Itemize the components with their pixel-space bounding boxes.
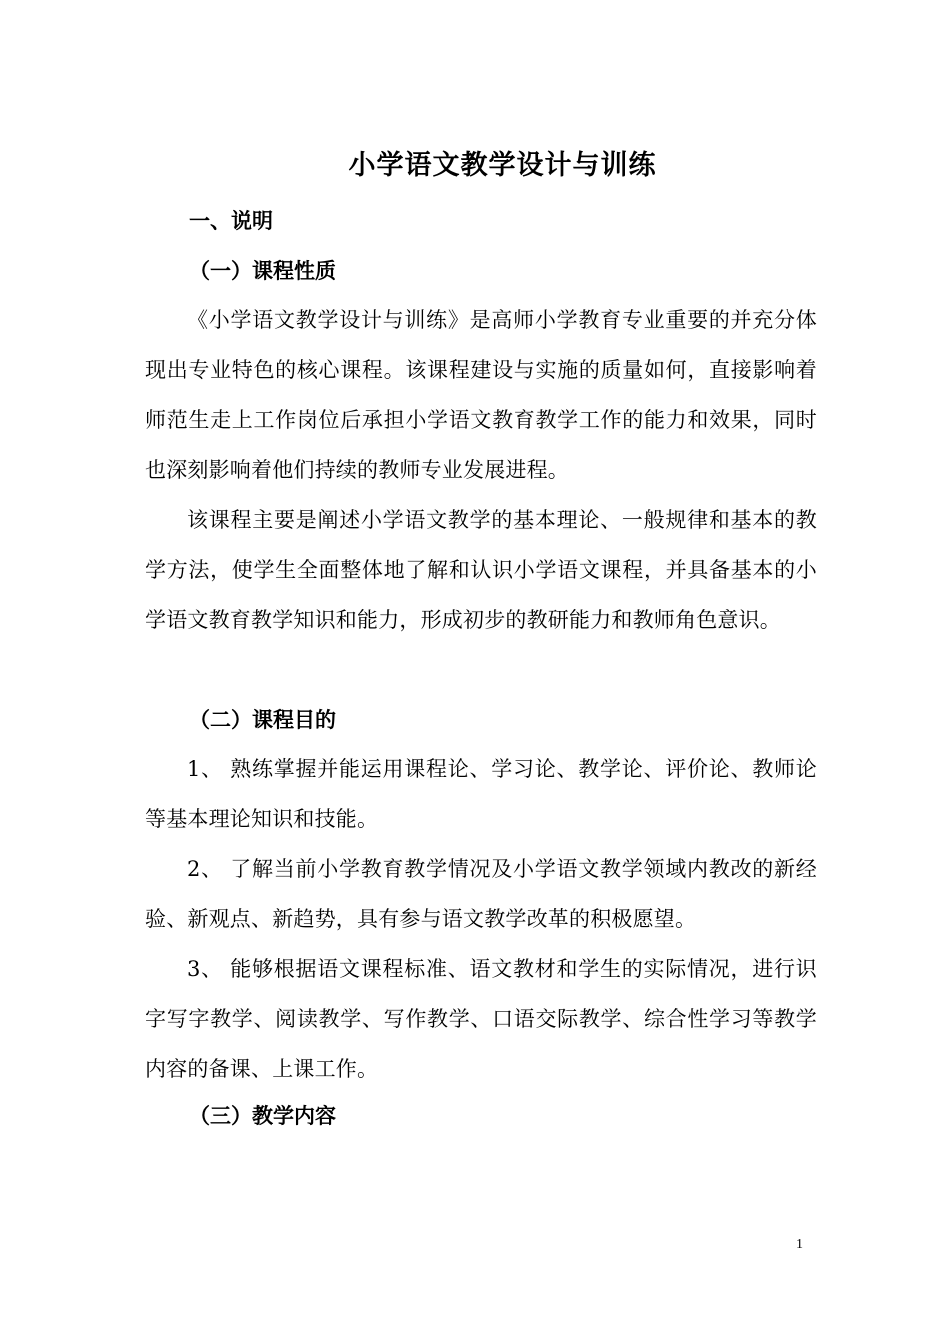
document-title: 小学语文教学设计与训练 (348, 150, 657, 181)
subsection-heading-teaching-content: （三）教学内容 (189, 1103, 336, 1128)
paragraph-course-nature-1: 《小学语文教学设计与训练》是高师小学教育专业重要的并充分体现出专业特色的核心课程。该课程建设与实施的质量如何，直接影响着师范生走上工作岗位后承担小学语文教育教学工作的能力和效果，同时也深刻影响着他们持续的教师专业发展进程。 (145, 308, 817, 482)
list-item-purpose-1: 1、 熟练掌握并能运用课程论、学习论、教学论、评价论、教师论等基本理论知识和技能。 (145, 757, 817, 831)
list-item-purpose-3: 3、 能够根据语文课程标准、语文教材和学生的实际情况，进行识字写字教学、阅读教学、写作教学、口语交际教学、综合性学习等教学内容的备课、上课工作。 (145, 957, 817, 1081)
subsection-heading-course-purpose: （二）课程目的 (189, 707, 336, 732)
section-heading-explanation: 一、说明 (189, 208, 273, 233)
list-item-purpose-2: 2、 了解当前小学教育教学情况及小学语文教学领域内教改的新经验、新观点、新趋势，具有参与语文教学改革的积极愿望。 (145, 857, 817, 931)
subsection-heading-course-nature: （一）课程性质 (189, 258, 336, 283)
paragraph-course-nature-2: 该课程主要是阐述小学语文教学的基本理论、一般规律和基本的教学方法，使学生全面整体地了解和认识小学语文课程，并具备基本的小学语文教育教学知识和能力，形成初步的教研能力和教师角色意识。 (145, 508, 817, 632)
page-number: 1 (796, 1237, 803, 1252)
